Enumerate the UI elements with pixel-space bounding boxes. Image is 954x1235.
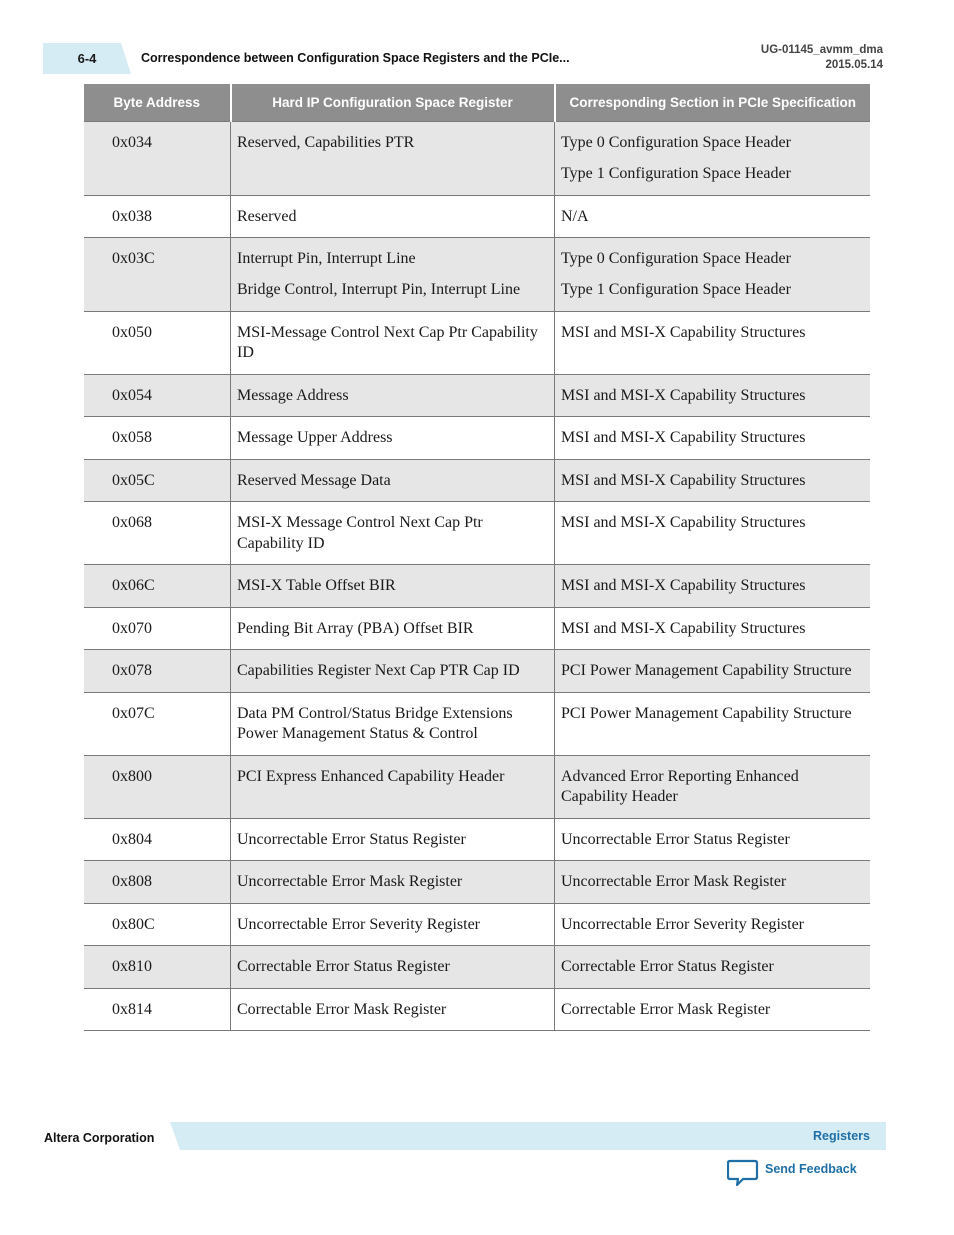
- spec-section-cell: [555, 502, 871, 565]
- spec-section-name: MSI and MSI-X Capability Structures: [561, 514, 806, 531]
- register-name: Message Upper Address: [237, 429, 393, 446]
- byte-address-cell: 0x06C: [84, 565, 231, 608]
- register-name: Reserved Message Data: [237, 471, 391, 489]
- spec-section-name: Correctable Error Mask Register: [561, 1000, 771, 1018]
- table-row: [84, 417, 870, 460]
- byte-address-cell: 0x814: [84, 988, 231, 1031]
- spec-section-name: MSI and MSI-X Capability Structures: [561, 429, 806, 446]
- company-name: Altera Corporation: [44, 1131, 155, 1145]
- register-name: Uncorrectable Error Severity Register: [237, 915, 481, 933]
- table-row: [84, 459, 870, 502]
- document-date: 2015.05.14: [825, 59, 883, 71]
- column-header-register: Hard IP Configuration Space Register: [231, 84, 555, 122]
- register-name: Interrupt Pin, Interrupt Line: [237, 250, 416, 267]
- register-cell: [231, 861, 555, 904]
- register-name: PCI Express Enhanced Capability Header: [237, 767, 505, 785]
- register-name: Uncorrectable Error Status Register: [237, 830, 466, 848]
- byte-address-cell: 0x804: [84, 818, 231, 861]
- spec-section-name: Type 0 Configuration Space Header: [561, 250, 791, 267]
- spec-section-cell: [555, 861, 871, 904]
- byte-address-cell: 0x078: [84, 650, 231, 693]
- spec-section-cell: [555, 195, 871, 238]
- byte-address-cell: 0x068: [84, 502, 231, 565]
- document-id-block: [761, 43, 883, 73]
- byte-address-cell: 0x038: [84, 195, 231, 238]
- register-cell: [231, 459, 555, 502]
- register-name: Uncorrectable Error Mask Register: [237, 873, 463, 890]
- document-id: UG-01145_avmm_dma: [760, 44, 883, 56]
- register-cell: [231, 988, 555, 1031]
- register-cell: [231, 650, 555, 693]
- spec-section-name: MSI and MSI-X Capability Structures: [561, 386, 806, 404]
- table-row: [84, 650, 870, 693]
- spec-section-cell: [555, 565, 871, 608]
- spec-section-name: Type 1 Configuration Space Header: [561, 281, 791, 298]
- table-row: [84, 565, 870, 608]
- table-row: [84, 861, 870, 904]
- spec-section-cell: [555, 417, 871, 460]
- byte-address-cell: 0x070: [84, 607, 231, 650]
- column-header-spec-section: Corresponding Section in PCIe Specification: [555, 84, 871, 122]
- register-cell: [231, 502, 555, 565]
- spec-section-cell: [555, 903, 871, 946]
- byte-address-cell: 0x05C: [84, 459, 231, 502]
- register-name: Data PM Control/Status Bridge Extensions Power Management Status & Control: [237, 704, 513, 742]
- spec-section-name: Uncorrectable Error Severity Register: [561, 915, 805, 933]
- spec-section-name: PCI Power Management Capability Structure: [561, 662, 852, 679]
- spec-section-cell: [555, 755, 871, 818]
- table-row: [84, 692, 870, 755]
- register-cell: [231, 311, 555, 374]
- byte-address-cell: 0x034: [84, 122, 231, 196]
- register-name: Correctable Error Mask Register: [237, 1000, 447, 1018]
- byte-address-cell: 0x050: [84, 311, 231, 374]
- spec-section-cell: [555, 238, 871, 312]
- footer-band: [170, 1122, 886, 1150]
- register-name: Capabilities Register Next Cap PTR Cap ID: [237, 662, 520, 679]
- table-row: [84, 946, 870, 989]
- spec-section-name: MSI and MSI-X Capability Structures: [561, 471, 806, 489]
- spec-section-cell: [555, 650, 871, 693]
- byte-address-cell: 0x80C: [84, 903, 231, 946]
- column-header-byte-address: Byte Address: [84, 84, 231, 122]
- spec-section-name: Uncorrectable Error Status Register: [561, 830, 790, 848]
- spec-section-cell: [555, 988, 871, 1031]
- register-cell: [231, 417, 555, 460]
- spec-section-name: MSI and MSI-X Capability Structures: [561, 577, 806, 594]
- spec-section-cell: [555, 122, 871, 196]
- section-link-registers[interactable]: Registers: [813, 1129, 870, 1143]
- speech-bubble-icon[interactable]: [727, 1159, 759, 1187]
- register-name: MSI-Message Control Next Cap Ptr Capability ID: [237, 323, 538, 361]
- byte-address-cell: 0x800: [84, 755, 231, 818]
- spec-section-cell: [555, 607, 871, 650]
- page-number-tab: [43, 43, 131, 74]
- table-header-row: [84, 84, 870, 122]
- table-row: [84, 818, 870, 861]
- table-row: [84, 903, 870, 946]
- register-cell: [231, 692, 555, 755]
- table-row: [84, 607, 870, 650]
- register-correspondence-table: [84, 84, 870, 1031]
- spec-section-cell: [555, 459, 871, 502]
- spec-section-name: Type 0 Configuration Space Header: [561, 134, 791, 151]
- table-row: [84, 502, 870, 565]
- spec-section-cell: [555, 374, 871, 417]
- register-cell: [231, 755, 555, 818]
- register-cell: [231, 238, 555, 312]
- register-name: Reserved: [237, 207, 297, 225]
- spec-section-name: N/A: [561, 207, 589, 225]
- register-name: MSI-X Message Control Next Cap Ptr Capability ID: [237, 514, 483, 552]
- register-name: Reserved, Capabilities PTR: [237, 134, 415, 151]
- page-title: Correspondence between Configuration Space Registers and the PCIe...: [141, 51, 570, 65]
- table-row: [84, 311, 870, 374]
- register-cell: [231, 818, 555, 861]
- byte-address-cell: 0x808: [84, 861, 231, 904]
- spec-section-cell: [555, 311, 871, 374]
- table-body: [84, 122, 870, 1031]
- byte-address-cell: 0x054: [84, 374, 231, 417]
- spec-section-name: Advanced Error Reporting Enhanced Capability Header: [561, 767, 799, 805]
- spec-section-name: PCI Power Management Capability Structure: [561, 704, 852, 722]
- spec-section-cell: [555, 946, 871, 989]
- register-cell: [231, 903, 555, 946]
- page-number: 6-4: [77, 51, 97, 66]
- spec-section-name: MSI and MSI-X Capability Structures: [561, 323, 806, 341]
- register-name: MSI-X Table Offset BIR: [237, 577, 396, 594]
- spec-section-cell: [555, 692, 871, 755]
- byte-address-cell: 0x03C: [84, 238, 231, 312]
- register-cell: [231, 195, 555, 238]
- byte-address-cell: 0x058: [84, 417, 231, 460]
- spec-section-cell: [555, 818, 871, 861]
- table-row: [84, 755, 870, 818]
- register-cell: [231, 946, 555, 989]
- spec-section-name: Type 1 Configuration Space Header: [561, 165, 791, 182]
- register-name: Message Address: [237, 386, 349, 404]
- send-feedback-link[interactable]: Send Feedback: [765, 1162, 857, 1176]
- register-name: Pending Bit Array (PBA) Offset BIR: [237, 619, 474, 637]
- byte-address-cell: 0x810: [84, 946, 231, 989]
- table-row: [84, 195, 870, 238]
- spec-section-name: Uncorrectable Error Mask Register: [561, 873, 787, 890]
- register-cell: [231, 374, 555, 417]
- table-row: [84, 238, 870, 312]
- table-row: [84, 122, 870, 196]
- register-cell: [231, 565, 555, 608]
- spec-section-name: Correctable Error Status Register: [561, 958, 774, 975]
- register-name: Correctable Error Status Register: [237, 958, 450, 975]
- register-cell: [231, 607, 555, 650]
- byte-address-cell: 0x07C: [84, 692, 231, 755]
- table-row: [84, 374, 870, 417]
- table-row: [84, 988, 870, 1031]
- register-cell: [231, 122, 555, 196]
- spec-section-name: MSI and MSI-X Capability Structures: [561, 619, 806, 637]
- register-name: Bridge Control, Interrupt Pin, Interrupt Line: [237, 281, 521, 298]
